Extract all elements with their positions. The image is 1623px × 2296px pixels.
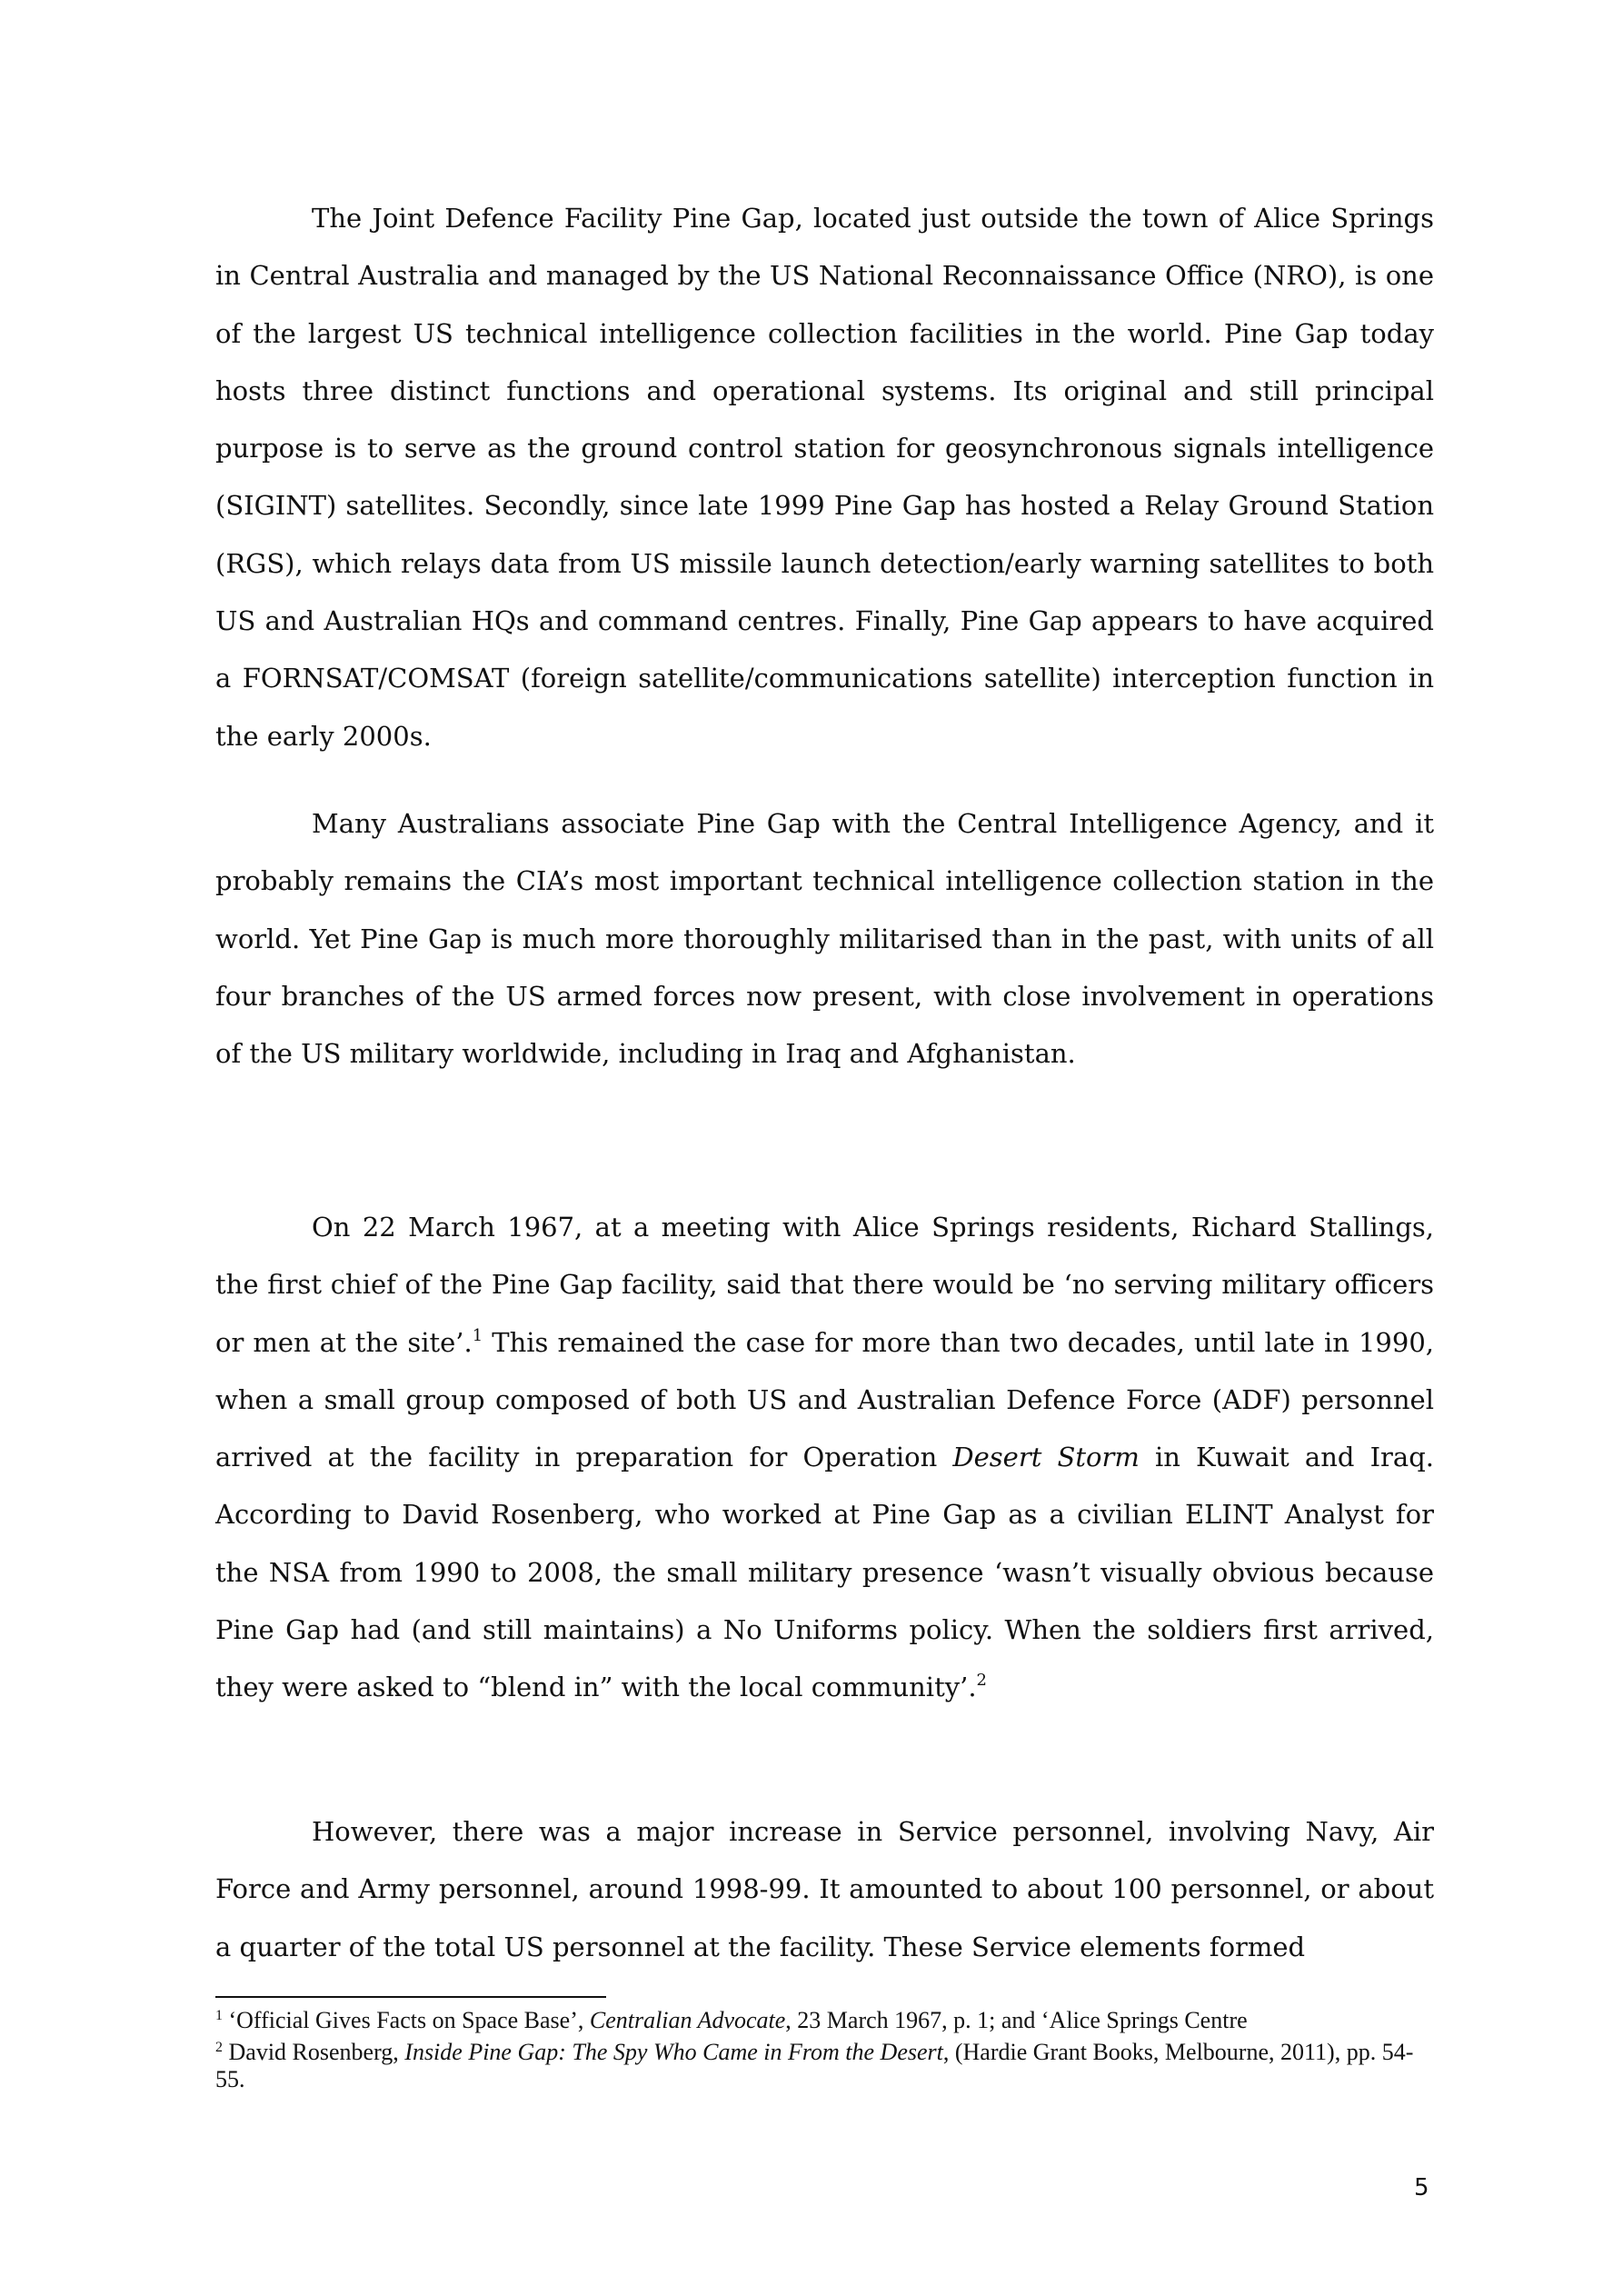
- text-run: , 23 March 1967, p. 1; and ‘Alice Springs Centre: [785, 2007, 1248, 2033]
- footnote-1: [215, 2002, 1434, 2034]
- paragraph-text: [215, 1199, 1434, 1717]
- text-run: in Kuwait and Iraq. According to David Rosenberg, who worked at Pine Gap as a civilian ELINT Analyst for the NSA from 1990 to 2008, the small military presence ‘wasn’t visually obvious because Pine Gap had (and still maintains) a No Uniforms policy. When the soldiers first arrived, they were asked to “blend in” with the local community’.: [215, 1442, 1434, 1703]
- paragraph-1: [215, 190, 1434, 765]
- paragraph-text: The Joint Defence Facility Pine Gap, located just outside the town of Alice Springs in Central Australia and managed by the US National Reconnaissance Office (NRO), is one of the largest US technical intelligence collection facilities in the world. Pine Gap today hosts three distinct functions and operational systems. Its original and still principal purpose is to serve as the ground control station for geosynchronous signals intelligence (SIGINT) satellites. Secondly, since late 1999 Pine Gap has hosted a Relay Ground Station (RGS), which relays data from US missile launch detection/early warning satellites to both US and Australian HQs and command centres. Finally, Pine Gap appears to have acquired a FORNSAT/COMSAT (foreign satellite/communications satellite) interception function in the early 2000s.: [215, 203, 1434, 752]
- page-number: 5: [1414, 2174, 1429, 2201]
- footnote-number: 1: [215, 2008, 223, 2023]
- footnote-2: [215, 2034, 1434, 2093]
- italic-text-run: Inside Pine Gap: The Spy Who Came in From the Desert: [404, 2039, 943, 2065]
- italic-text-run: Desert Storm: [952, 1442, 1140, 1473]
- footnotes: [215, 2002, 1434, 2093]
- paragraph-3: [215, 1199, 1434, 1717]
- text-run: David Rosenberg,: [223, 2039, 405, 2065]
- footnote-number: 2: [215, 2040, 223, 2055]
- footnote-separator: [215, 1996, 606, 1998]
- italic-text-run: Centralian Advocate: [589, 2007, 786, 2033]
- footnote-ref-1[interactable]: 1: [472, 1325, 483, 1345]
- paragraph-text: Many Australians associate Pine Gap with the Central Intelligence Agency, and it probably remains the CIA’s most important technical intelligence collection station in the world. Yet Pine Gap is much more thoroughly militarised than in the past, with units of all four branches of the US armed forces now present, with close involvement in operations of the US military worldwide, including in Iraq and Afghanistan.: [215, 808, 1434, 1070]
- text-run: On 22 March 1967, at a meeting with Alice Springs residents, Richard Stallings, the first chief of the Pine Gap facility, said that there would be ‘no serving military officers or men at the site’.: [215, 1212, 1434, 1358]
- paragraph-2: [215, 795, 1434, 1083]
- paragraph-text: However, there was a major increase in Service personnel, involving Navy, Air Force and Army personnel, around 1998-99. It amounted to about 100 personnel, or about a quarter of the total US personnel at the facility. These Service elements formed: [215, 1816, 1434, 1962]
- paragraph-4: [215, 1803, 1434, 1976]
- text-run: , (Hardie Grant Books, Melbourne, 2011), pp. 54-55.: [215, 2039, 1414, 2092]
- footnote-ref-2[interactable]: 2: [976, 1671, 987, 1691]
- text-run: ‘Official Gives Facts on Space Base’,: [223, 2007, 590, 2033]
- text-run: This remained the case for more than two decades, until late in 1990, when a small group composed of both US and Australian Defence Force (ADF) personnel arrived at the facility in preparation for Operation: [215, 1326, 1434, 1473]
